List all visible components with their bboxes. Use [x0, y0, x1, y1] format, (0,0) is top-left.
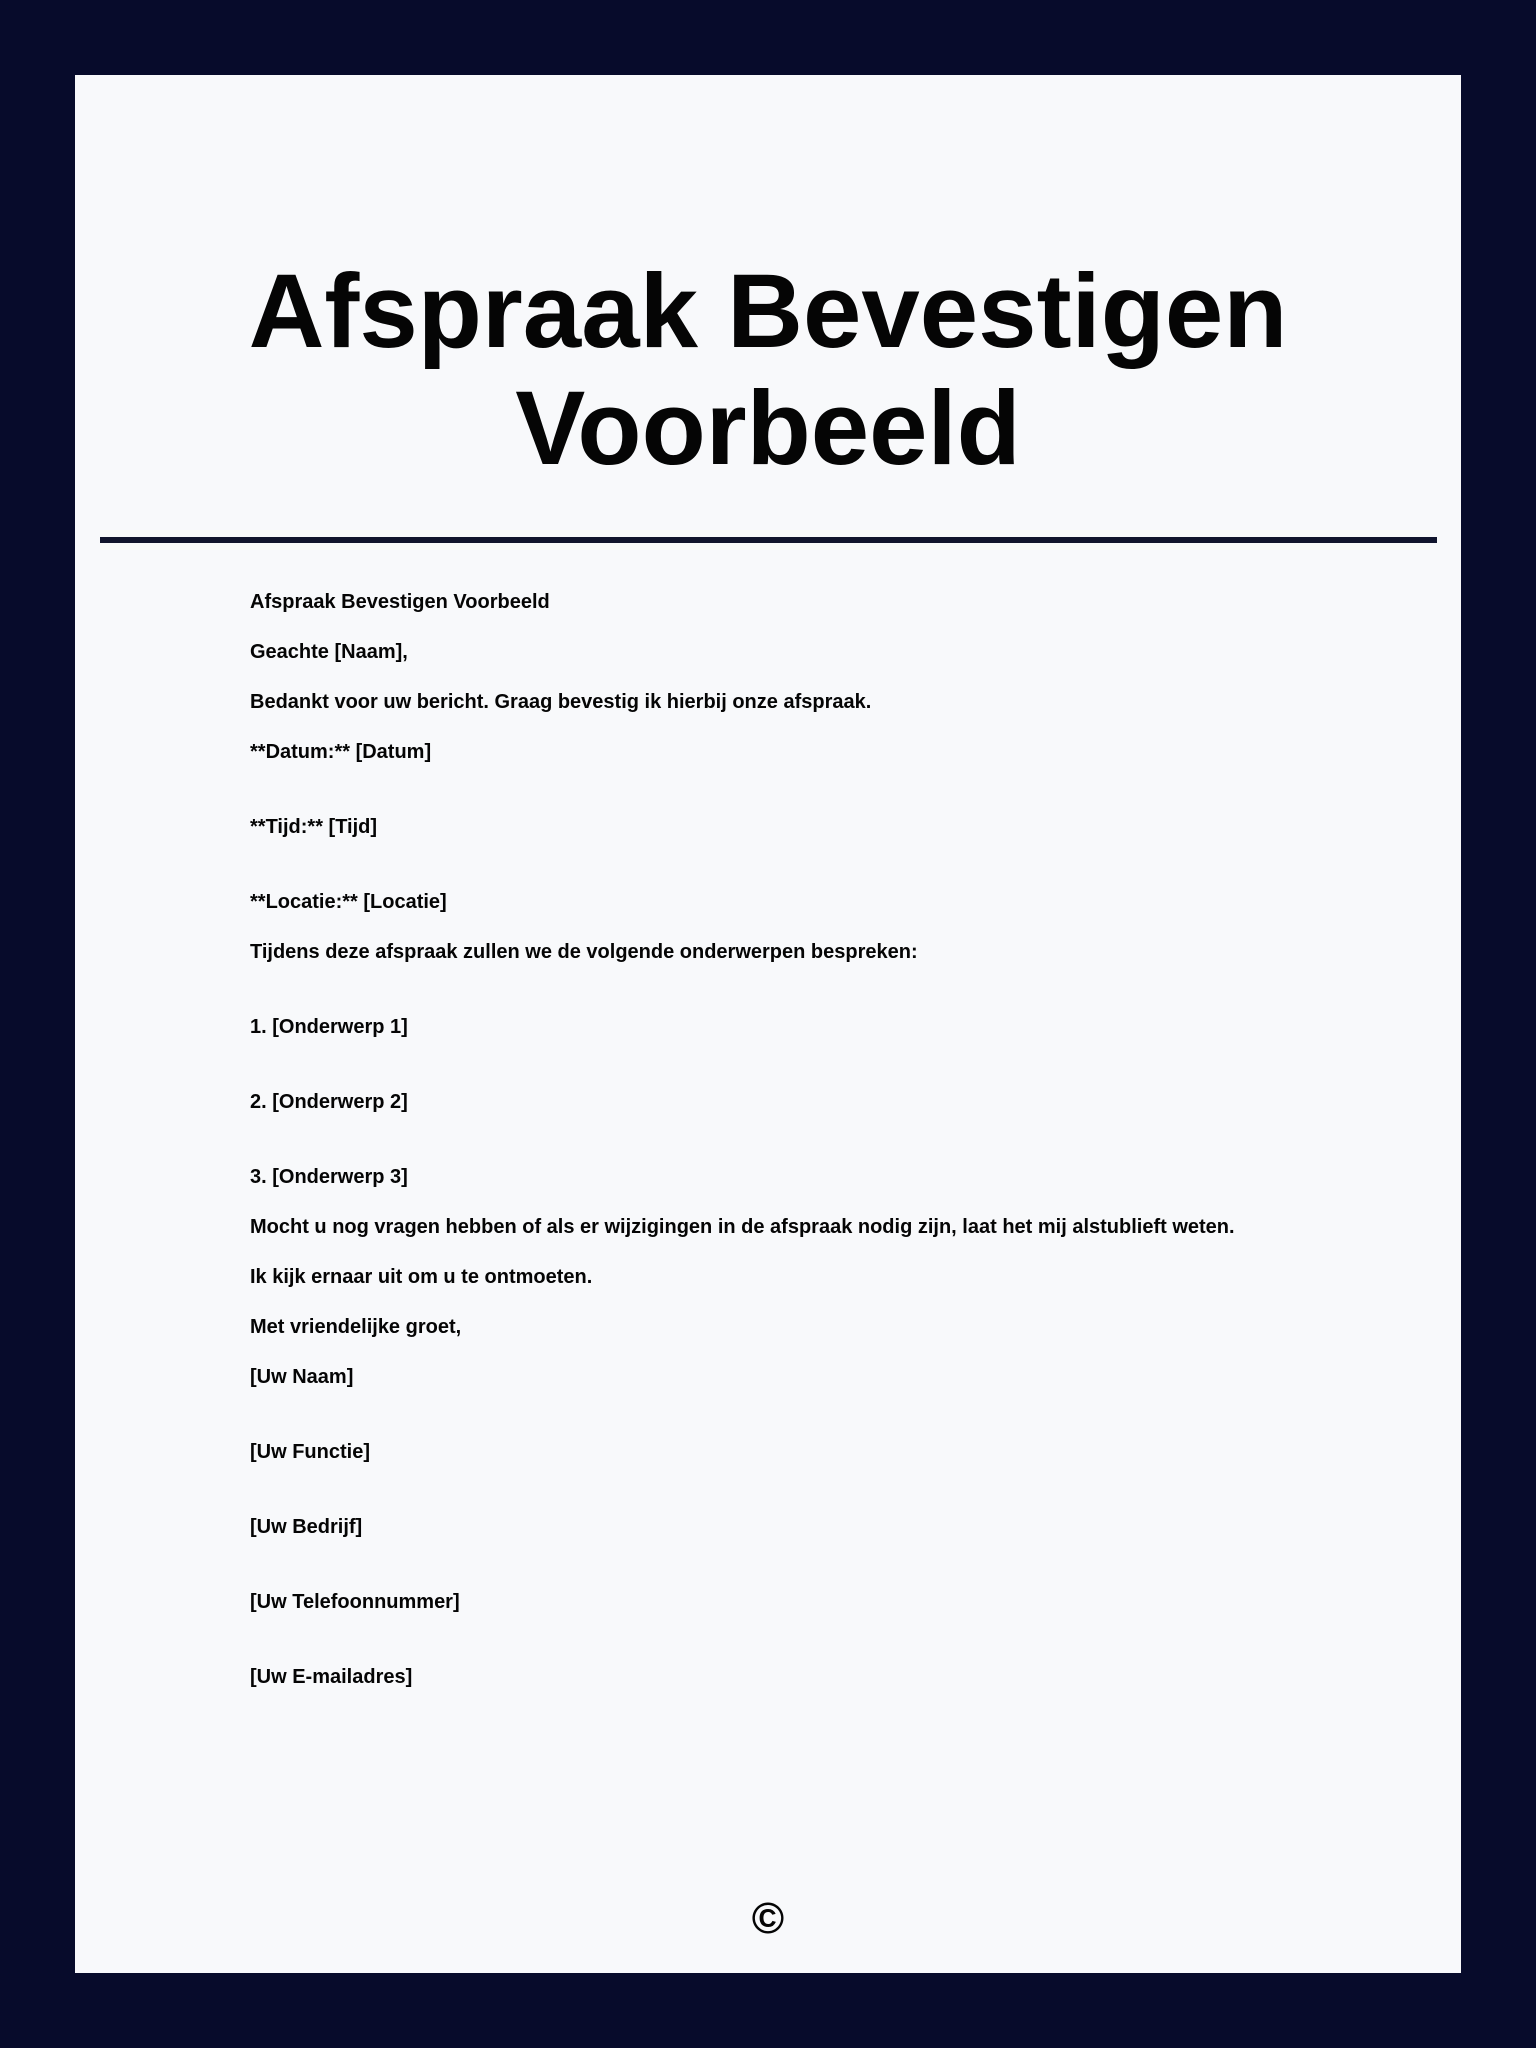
copyright-icon: © — [751, 1894, 785, 1943]
topics-intro: Tijdens deze afspraak zullen we de volgende onderwerpen bespreken: — [250, 941, 918, 963]
signature-email: [Uw E-mailadres] — [250, 1666, 413, 1688]
topic-item: 1. [Onderwerp 1] — [250, 1016, 408, 1038]
signature-function: [Uw Functie] — [250, 1441, 370, 1463]
date-line: **Datum:** [Datum] — [250, 741, 432, 763]
topic-item: 2. [Onderwerp 2] — [250, 1091, 408, 1113]
signature-phone: [Uw Telefoonnummer] — [250, 1591, 460, 1613]
questions-paragraph: Mocht u nog vragen hebben of als er wijzigingen in de afspraak nodig zijn, laat het mij alstublieft weten. — [250, 1216, 1235, 1238]
document-page — [75, 75, 1461, 1973]
topic-item: 3. [Onderwerp 3] — [250, 1166, 408, 1188]
closing-greeting: Met vriendelijke groet, — [250, 1316, 462, 1338]
title-divider — [100, 537, 1437, 543]
letter-heading: Afspraak Bevestigen Voorbeeld — [250, 591, 550, 613]
time-line: **Tijd:** [Tijd] — [250, 816, 378, 838]
page-title: Afspraak Bevestigen Voorbeeld — [248, 253, 1288, 487]
location-line: **Locatie:** [Locatie] — [250, 891, 447, 913]
intro-paragraph: Bedankt voor uw bericht. Graag bevestig ik hierbij onze afspraak. — [250, 691, 872, 713]
signature-name: [Uw Naam] — [250, 1366, 354, 1388]
signature-company: [Uw Bedrijf] — [250, 1516, 363, 1538]
salutation: Geachte [Naam], — [250, 641, 408, 663]
closing-paragraph: Ik kijk ernaar uit om u te ontmoeten. — [250, 1266, 593, 1288]
